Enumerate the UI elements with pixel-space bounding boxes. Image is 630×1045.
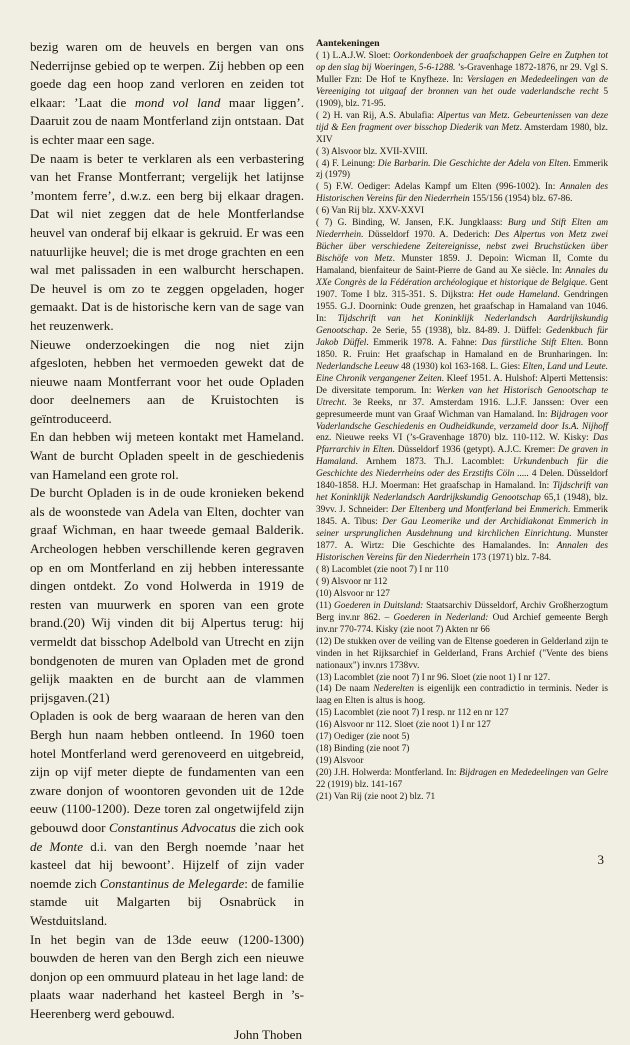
text-run: ( 4) F. Leinung: bbox=[316, 158, 378, 169]
text-run: ’s-Gravenhage 1872-1876, nr 29. Vgl S. Muller Fzn: De Hof te Knyfheze. In: bbox=[316, 62, 608, 85]
text-run: . Munster 1859. J. Depoin: Wicman II, Comte du Hamaland, bienfaiteur de Saint-Pierre de Gand au Xe siècle. In: bbox=[316, 254, 608, 277]
text-run: 65,1 (1948), blz. 39vv. J. Schneider: bbox=[316, 493, 608, 516]
text-run: (10) Alsvoor nr 127 bbox=[316, 588, 390, 599]
italic-run: Bijdragen voor Vaderlandsche Geschiedenis en Oudheidkunde, verzameld door Is.A. Nijhoff bbox=[316, 409, 608, 432]
italic-run: Der Gau Leomerike und der Archidiakonat Emmerich in seiner ursprunglichen Ausdehnung und kirchlichen Einrichtung bbox=[316, 517, 608, 540]
text-run: (17) Oediger (zie noot 5) bbox=[316, 732, 410, 743]
text-run: (16) Alsvoor nr 112. Sloet (zie noot 1) I nr 127 bbox=[316, 720, 491, 731]
italic-run: Burg und Stift Elten am Niederrhein bbox=[316, 218, 608, 241]
text-run: De burcht Opladen is in de oude kronieken bekend als de woonstede van Adela van Elten, dochter van graaf Wichman, en haar tweede gemaal Balderik. Archeologen hebben verschillende keren gegraven op en om Montferland en zij hebben interessante dingen ontdekt. Zo vond Holwerda in 1919 de resten van muurwerk en sporen van een grote brand.(20) Wij vinden dit bij Alpertus terug: hij vermeldt dat bisschop Adelbold van Utrecht en zijn bondgenoten de muren van Opladen met de grond gelijk maakten en de burcht aan de vlammen prijsgaven.(21) bbox=[30, 485, 304, 705]
text-run: (21) Van Rij (zie noot 2) blz. 71 bbox=[316, 792, 436, 803]
note-item bbox=[316, 111, 608, 147]
note-item bbox=[316, 577, 608, 589]
note-item bbox=[316, 206, 608, 218]
italic-run: Verslagen en Mededeelingen van de Vereeniging tot uitgaaf der bronnen van het oude vaderlandsche recht bbox=[316, 74, 608, 97]
text-run: (20) J.H. Holwerda: Montferland. In: bbox=[316, 768, 460, 779]
italic-run: Oorkondenboek der graafschappen Gelre en Zutphen tot op den slag bij Woeringen, 5-6-1288. bbox=[316, 50, 608, 73]
note-item bbox=[316, 744, 608, 756]
text-run: (18) Binding (zie noot 7) bbox=[316, 744, 410, 755]
note-item bbox=[316, 756, 608, 768]
text-run: d.i. van den Bergh noemde ’naar het kasteel dat hij bewoont’. Hijzelf of zijn vader noemde zich bbox=[30, 838, 304, 891]
italic-run: Tijdschrift van het Koninklijk Nederlandsch Aardrijkskundig Genootschap bbox=[316, 313, 608, 336]
italic-run: De graven in Hamaland bbox=[316, 445, 608, 468]
italic-run: Nederlandsche Leeuw bbox=[316, 361, 399, 372]
italic-run: mond vol land bbox=[134, 94, 221, 110]
text-run: ( 9) Alsvoor nr 112 bbox=[316, 576, 388, 587]
text-run: In het begin van de 13de eeuw (1200-1300) bouwden de heren van den Bergh zich een nieuwe donjon op een ommuurd plateau in het lage land: de plaats waar naderhand het kasteel Bergh in ’s-Heerenberg werd gebouwd. bbox=[30, 931, 304, 1021]
paragraph bbox=[30, 150, 304, 336]
italic-run: Annalen des Historischen Vereins für den Niederrhein bbox=[316, 541, 608, 563]
text-run: maar liggen’. Daaruit zou de naam Montferland zijn ontstaan. Dat is echter maar een sage. bbox=[30, 94, 305, 147]
italic-run: Nederelten bbox=[373, 684, 414, 695]
text-run: En dan hebben wij meteen kontakt met Hameland. Want de burcht Opladen speelt in de geschiedenis van Hameland een grote rol. bbox=[30, 429, 304, 482]
italic-run: Der Eltenberg und Montferland bei Emmerich bbox=[391, 505, 568, 516]
text-run: ( 6) Van Rij blz. XXV-XXVI bbox=[316, 206, 424, 217]
text-run: . Gent 1907. Tome I blz. 315-351. S. Dijkstra: bbox=[316, 278, 608, 301]
italic-run: Annales du XXe Congrès de la Fédération archéologique et historique de Belgique bbox=[316, 266, 608, 289]
italic-run: Das fürstliche Stift Elten bbox=[481, 337, 581, 348]
note-item bbox=[316, 708, 608, 720]
italic-run: Des Alpertus von Metz zwei Bücher über verschiedene Zeitereignisse, nebst zwei Bruchstücken über Bischöfe von Metz bbox=[316, 230, 608, 265]
text-run: Nieuwe onderzoekingen die nog niet zijn afgesloten, hebben het vermoeden gewekt dat de nieuwe naam Montferrant voor het oude Opladen door deelnemers aan de Kruistochten is geïntroduceerd. bbox=[30, 336, 304, 426]
note-item bbox=[316, 565, 608, 577]
paragraph bbox=[30, 336, 304, 429]
text-run: ( 3) Alsvoor blz. XVII-XVIII. bbox=[316, 146, 428, 157]
paragraph bbox=[30, 484, 304, 707]
note-item bbox=[316, 637, 608, 673]
note-item bbox=[316, 182, 608, 206]
note-item bbox=[316, 732, 608, 744]
article-column bbox=[30, 38, 304, 1045]
page-number: 3 bbox=[597, 852, 604, 867]
note-item bbox=[316, 147, 608, 159]
italic-run: Goederen in Nederland: bbox=[393, 612, 489, 623]
text-run: . Düsseldorf 1970. A. Dederich: bbox=[361, 230, 495, 241]
text-run: ( 7) G. Binding, W. Jansen, F.K. Jungklaass: bbox=[316, 218, 508, 229]
text-run: ( 5) F.W. Oediger: Adelas Kampf um Elten (996-1002). In: bbox=[316, 182, 560, 193]
article-text bbox=[30, 38, 304, 1023]
text-run: (12) De stukken over de veiling van de Eltense goederen in Gelderland zijn te vinden in het Rijksarchief in Gelderland, Frans Archief ("Vente des biens nationaux") inv.nrs 1738vv. bbox=[316, 636, 608, 671]
text-run: De naam is beter te verklaren als een verbastering van het Franse Montferrant; vergelijk het latijnse ’montem ferre’, d.w.z. een berg bij elkaar dragen. Dat wil niet zeggen dat de hele Montferlandse heuvel van onderaf bij elkaar is gekruid. Er was een natuurlijke heuvel; die is met droge grachten en een wal met palissaden in een walburcht herschapen. De heuvel is om zo te zeggen opgeladen, hoger gemaakt. Dat is de historische kern van de sage van het reuzenwerk. bbox=[30, 150, 304, 333]
text-run: Opladen is ook de berg waaraan de heren van den Bergh hun naam hebben ontleend. In 1960 toen hotel Montferland werd gerenoveerd en uitgebreid, zijn op vijf meter diepte de fundamenten van een zware donjon of woontoren gevonden uit de 12de eeuw (1100-1200). Deze toren zal ongetwijfeld zijn gebouwd door bbox=[30, 708, 304, 835]
text-run: . Emmerik 1845. A. Tibus: bbox=[316, 505, 608, 528]
text-run: 173 (1971) blz. 7-84. bbox=[469, 552, 552, 563]
text-run: Staatsarchiv Düsseldorf, Archiv Großherzogtum Berg inv.nr 862. – bbox=[316, 600, 609, 623]
italic-run: Elten, Land und Leute. Eine Chronik vergangener Zeiten bbox=[316, 361, 609, 384]
paragraph bbox=[30, 38, 304, 150]
text-run: . Amsterdam 1980, blz. XIV bbox=[316, 122, 608, 145]
notes-column bbox=[316, 38, 608, 804]
italic-run: Het oude Hameland bbox=[478, 290, 558, 301]
italic-run: Urkundenbuch für die Geschichte des Niederrheins oder des Erzstifts Cöln ..... bbox=[316, 457, 608, 480]
text-run: 5 (1909), blz. 71-95. bbox=[316, 86, 608, 109]
text-run: ( 8) Lacomblet (zie noot 7) I nr 110 bbox=[316, 564, 449, 575]
text-run: (15) Lacomblet (zie noot 7) I resp. nr 112 en nr 127 bbox=[316, 708, 509, 719]
italic-run: Die Barbarin. Die Geschichte der Adela von Elten bbox=[377, 158, 569, 169]
text-run: 48 (1930) kol 163-168. L. Gies: bbox=[398, 361, 523, 372]
text-run: . 3e Reeks, nr 37. Amsterdam 1916. L.J.F. Janssen: Over een gepresumeerde munt van Graaf Wichman van Hamaland. In: bbox=[316, 397, 608, 420]
note-item bbox=[316, 684, 608, 708]
italic-run: Goederen in Duitsland: bbox=[334, 600, 424, 611]
text-run: 22 (1919) blz. 141-167 bbox=[316, 780, 403, 791]
text-run: die zich ook bbox=[236, 819, 304, 835]
paragraph bbox=[30, 931, 304, 1024]
italic-run: Annalen des Historischen Vereins für den Niederrhein bbox=[316, 182, 608, 205]
italic-run: Alpertus van Metz. Gebeurtenissen van deze tijd & Een fragment over bisschop Diederik van Metz bbox=[316, 110, 608, 133]
text-run: bezig waren om de heuvels en bergen van ons Nederrijnse gebied op te werpen. Zij hebben op een goede dag een hoop zand verloren en zeiden tot elkaar: ’Laat die bbox=[30, 39, 304, 110]
note-item bbox=[316, 159, 608, 183]
text-run: . Emmerik 1978. A. Fahne: bbox=[366, 337, 482, 348]
text-run: is eigenlijk een contradictio in terminis. Neder is laag en Elten is altus is hoog. bbox=[316, 684, 608, 707]
italic-run: Das Pfarrarchiv in Elten bbox=[316, 433, 608, 456]
italic-run: Werken van het Historisch Genootschap te Utrecht bbox=[316, 385, 608, 408]
text-run: . Kleef 1951. A. Hulshof: Alperti Mettensis: De diversitate temporum. In: bbox=[316, 373, 609, 396]
note-item bbox=[316, 720, 608, 732]
notes-heading: Aantekeningen bbox=[316, 38, 380, 49]
note-item bbox=[316, 601, 608, 637]
italic-run: Constantinus de Melegarde bbox=[99, 875, 245, 891]
text-run: Oud Archief gemeente Bergh inv.nr 770-774. Kisky (zie noot 7) Akten nr 66 bbox=[316, 612, 608, 635]
note-item bbox=[316, 589, 608, 601]
italic-run: Gedenkbuch für Jakob Düffel bbox=[316, 325, 609, 348]
note-item bbox=[316, 768, 608, 792]
italic-run: Tijdschrift van het Koninklijk Nederlandsch Aardrijkskundig Genootschap bbox=[316, 481, 608, 504]
text-run: . Düsseldorf 1936 (getypt). A.J.C. Kremer: bbox=[392, 445, 559, 456]
text-run: . Gendringen 1955. G.J. Doornink: Oude grenzen, het graafschap in Hamaland van 1046. In: bbox=[316, 290, 608, 324]
text-run: (13) Lacomblet (zie noot 7) I nr 96. Sloet (zie noot 1) I nr 127. bbox=[316, 672, 551, 683]
italic-run: de Monte bbox=[30, 838, 84, 854]
italic-run: Bijdragen en Mededeelingen van Gelre bbox=[459, 768, 608, 779]
note-item bbox=[316, 792, 608, 804]
text-run: enz. Nieuwe reeks VI (’s-Gravenhage 1870) blz. 110-112. W. Kisky: bbox=[316, 433, 593, 444]
text-run: (11) bbox=[316, 600, 334, 611]
text-run: : de familie stamde uit Malgarten bij Osnabrück in Westduitsland. bbox=[30, 875, 304, 928]
text-run: . Bonn 1850. R. Fruin: Het graafschap in Hamaland en de Brunharingen. In: bbox=[316, 337, 608, 360]
paragraph bbox=[30, 707, 304, 930]
paragraph bbox=[30, 428, 304, 484]
text-run: . 2e Serie, 55 (1938), blz. 84-89. J. Düffel: bbox=[365, 325, 546, 336]
text-run: 155/156 (1954) blz. 67-86. bbox=[469, 194, 573, 205]
notes-list bbox=[316, 51, 608, 804]
author-byline: John Thoben bbox=[234, 1027, 302, 1043]
note-item bbox=[316, 218, 608, 565]
text-run: 4 Delen. Düsseldorf 1840-1858. H.J. Moerman: Het graafschap in Hamaland. In: bbox=[316, 469, 608, 492]
italic-run: Constantinus Advocatus bbox=[109, 819, 236, 835]
text-run: . Munster 1877. A. Wirtz: Die Geschichte des Hamalandes. In: bbox=[316, 529, 608, 552]
text-run: ( 2) H. van Rij, A.S. Abulafia: bbox=[316, 110, 438, 121]
note-item bbox=[316, 673, 608, 685]
text-run: (19) Alsvoor bbox=[316, 756, 364, 767]
text-run: ( 1) L.A.J.W. Sloet: bbox=[316, 50, 394, 61]
text-run: . Arnhem 1873. Th.J. Lacomblet: bbox=[355, 457, 513, 468]
text-run: (14) De naam bbox=[316, 684, 374, 695]
text-run: . Emmerik zj (1979) bbox=[316, 158, 608, 181]
note-item bbox=[316, 51, 608, 111]
